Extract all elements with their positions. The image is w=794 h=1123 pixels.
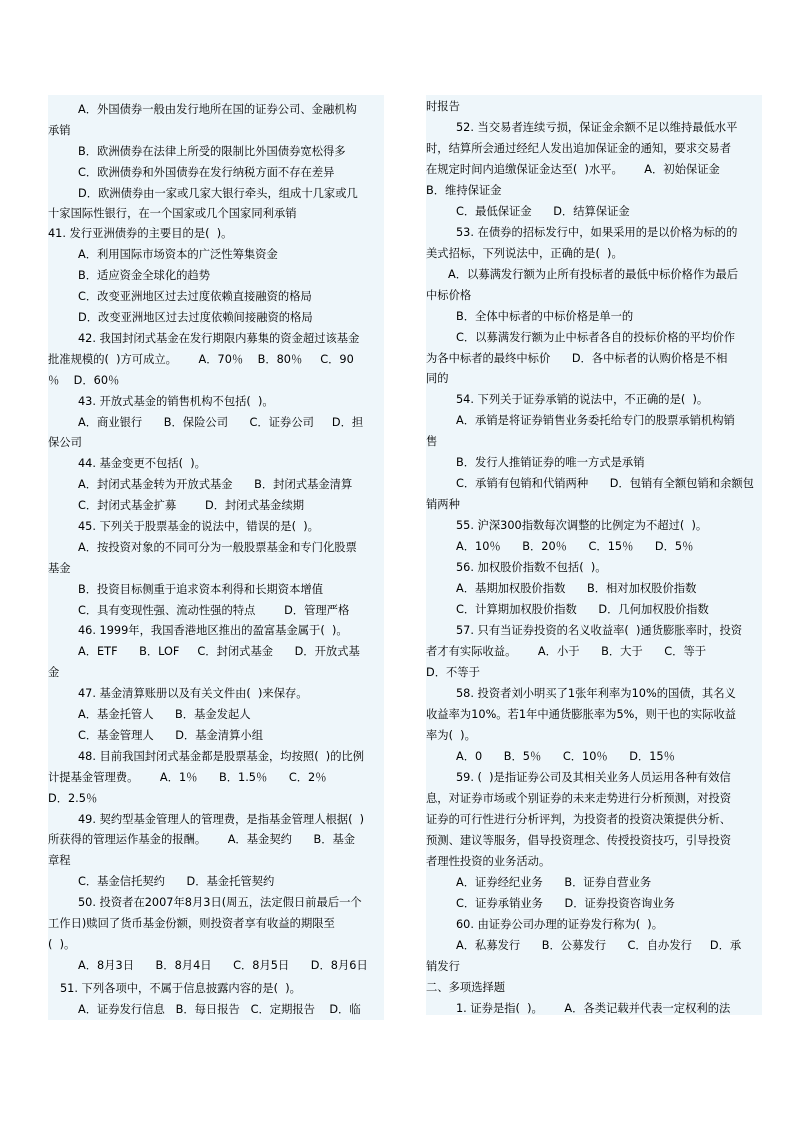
text-line: 55. 沪深300指数每次调整的比例定为不超过( )。 bbox=[456, 519, 708, 532]
text-line: 在规定时间内追缴保证金达至( )水平。 A．初始保证金 bbox=[426, 163, 720, 176]
text-line: 46. 1999年，我国香港地区推出的盈富基金属于( )。 bbox=[78, 624, 348, 637]
text-line: D．改变亚洲地区过去过度依赖间接融资的格局 bbox=[78, 311, 313, 324]
text-line: A．基期加权股价指数 B．相对加权股价指数 bbox=[456, 582, 697, 595]
text-line: A．ETF B．LOF C．封闭式基金 D．开放式基 bbox=[78, 645, 360, 658]
text-line: 时，结算所会通过经纪人发出追加保证金的通知，要求交易者 bbox=[426, 142, 732, 155]
text-line: 美式招标，下列说法中，正确的是( )。 bbox=[426, 247, 623, 260]
text-line: 58. 投资者刘小明买了1张年利率为10%的国债，其名义 bbox=[456, 687, 736, 700]
text-line: 45. 下列关于股票基金的说法中，错误的是( )。 bbox=[78, 520, 319, 533]
text-line: 率为( )。 bbox=[426, 729, 476, 742]
text-line: C．具有变现性强、流动性强的特点 D．管理严格 bbox=[78, 604, 350, 617]
text-line: C．计算期加权股价指数 D．几何加权股价指数 bbox=[456, 603, 709, 616]
text-line: A．按投资对象的不同可分为一般股票基金和专门化股票 bbox=[78, 541, 357, 554]
text-line: C．欧洲债券和外国债券在发行纳税方面不存在差异 bbox=[78, 166, 335, 179]
text-line: D．2.5％ bbox=[48, 792, 98, 805]
text-line: 47. 基金清算账册以及有关文件由( )来保存。 bbox=[78, 687, 308, 700]
text-line: 所获得的管理运作基金的报酬。 A．基金契约 B．基金 bbox=[48, 833, 356, 846]
text-line: 销两种 bbox=[426, 498, 460, 511]
text-line: A．封闭式基金转为开放式基金 B．封闭式基金清算 bbox=[78, 478, 353, 491]
text-line: A．商业银行 B．保险公司 C．证券公司 D．担 bbox=[78, 416, 364, 429]
text-line: A．外国债券一般由发行地所在国的证券公司、金融机构 bbox=[78, 103, 357, 116]
text-line: 53. 在债券的招标发行中，如果采用的是以价格为标的的 bbox=[456, 226, 738, 239]
text-line: ( )。 bbox=[48, 938, 76, 951]
right-text-column bbox=[426, 95, 762, 1015]
text-line: 50. 投资者在2007年8月3日(周五，法定假日前最后一个 bbox=[78, 896, 362, 909]
text-line: C．最低保证金 D．结算保证金 bbox=[456, 205, 630, 218]
text-line: 中标价格 bbox=[426, 289, 472, 302]
left-text-column bbox=[48, 95, 384, 1020]
text-line: 41. 发行亚洲债券的主要目的是( )。 bbox=[48, 227, 233, 240]
text-line: 60. 由证券公司办理的证券发行称为( )。 bbox=[456, 918, 664, 931]
text-line: 同的 bbox=[426, 372, 449, 385]
text-line: A．10％ B．20％ C．15％ D．5％ bbox=[456, 540, 694, 553]
text-line: B．全体中标者的中标价格是单一的 bbox=[456, 310, 634, 323]
text-line: ％ D．60％ bbox=[48, 374, 120, 387]
text-line: C．基金管理人 D．基金清算小组 bbox=[78, 729, 263, 742]
text-line: C．基金信托契约 D．基金托管契约 bbox=[78, 875, 275, 888]
text-line: A．证券经纪业务 B．证券自营业务 bbox=[456, 876, 652, 889]
text-line: 章程 bbox=[48, 854, 71, 867]
text-line: A．证券发行信息 B．每日报告 C．定期报告 D．临 bbox=[78, 1003, 361, 1016]
text-line: 证券的可行性进行分析评判，为投资者的投资决策提供分析、 bbox=[426, 813, 732, 826]
text-line: C．承销有包销和代销两种 D．包销有全额包销和余额包 bbox=[456, 477, 754, 490]
text-line: 者理性投资的业务活动。 bbox=[426, 855, 551, 868]
text-line: 批准规模的( )方可成立。 A．70％ B．80％ C．90 bbox=[48, 353, 354, 366]
text-line: B．维持保证金 bbox=[426, 184, 502, 197]
text-line: 工作日)赎回了货币基金份额，则投资者享有收益的期限至 bbox=[48, 917, 335, 930]
text-line: 1. 证券是指( )。 A．各类记载并代表一定权利的法 bbox=[456, 1002, 731, 1015]
text-line: 43. 开放式基金的销售机构不包括( )。 bbox=[78, 395, 274, 408]
text-line: D．不等于 bbox=[426, 666, 480, 679]
text-line: C．改变亚洲地区过去过度依赖直接融资的格局 bbox=[78, 290, 312, 303]
text-line: A．利用国际市场资本的广泛性筹集资金 bbox=[78, 248, 278, 261]
text-line: 销发行 bbox=[426, 960, 460, 973]
text-line: 承销 bbox=[48, 124, 71, 137]
text-line: 59. ( )是指证券公司及其相关业务人员运用各种有效信 bbox=[456, 771, 731, 784]
text-line: C．封闭式基金扩募 D．封闭式基金续期 bbox=[78, 499, 305, 512]
text-line: 52. 当交易者连续亏损，保证金余额不足以维持最低水平 bbox=[456, 121, 738, 134]
text-line: B．投资目标侧重于追求资本利得和长期资本增值 bbox=[78, 583, 323, 596]
text-line: 48. 目前我国封闭式基金都是股票基金，均按照( )的比例 bbox=[78, 750, 365, 763]
text-line: B．发行人推销证券的唯一方式是承销 bbox=[456, 456, 645, 469]
text-line: A．8月3日 B．8月4日 C．8月5日 D．8月6日 bbox=[78, 959, 368, 972]
text-line: B．欧洲债券在法律上所受的限制比外国债券宽松得多 bbox=[78, 145, 346, 158]
text-line: 保公司 bbox=[48, 436, 82, 449]
text-line: 十家国际性银行，在一个国家或几个国家同利承销 bbox=[48, 207, 297, 220]
text-line: 为各中标者的最终中标价 D．各中标者的认购价格是不相 bbox=[426, 352, 728, 365]
text-line: 57. 只有当证券投资的名义收益率( )通货膨胀率时，投资 bbox=[456, 624, 743, 637]
text-line: A．私募发行 B．公募发行 C．自办发行 D．承 bbox=[456, 939, 742, 952]
text-line: 42. 我国封闭式基金在发行期限内募集的资金超过该基金 bbox=[78, 332, 360, 345]
text-line: 者才有实际收益。 A．小于 B．大于 C．等于 bbox=[426, 645, 707, 658]
text-line: 计提基金管理费。 A．1％ B．1.5％ C．2％ bbox=[48, 771, 327, 784]
text-line: C．证券承销业务 D．证券投资咨询业务 bbox=[456, 897, 675, 910]
text-line: 金 bbox=[48, 666, 60, 679]
text-line: 44. 基金变更不包括( )。 bbox=[78, 457, 206, 470]
text-line: 56. 加权股价指数不包括( )。 bbox=[456, 561, 607, 574]
text-line: 51. 下列各项中，不属于信息披露内容的是( )。 bbox=[60, 982, 301, 995]
text-line: A．基金托管人 B．基金发起人 bbox=[78, 708, 251, 721]
text-line: 时报告 bbox=[426, 100, 460, 113]
text-line: 预测、建议等服务，倡导投资理念、传授投资技巧，引导投资 bbox=[426, 834, 732, 847]
text-line: 售 bbox=[426, 435, 438, 448]
text-line: A．承销是将证券销售业务委托给专门的股票承销机构销 bbox=[456, 414, 735, 427]
text-line: 54. 下列关于证券承销的说法中，不正确的是( )。 bbox=[456, 393, 709, 406]
text-line: D．欧洲债券由一家或几家大银行牵头，组成十几家或几 bbox=[78, 187, 358, 200]
text-line: C．以募满发行额为止中标者各自的投标价格的平均价作 bbox=[456, 331, 736, 344]
text-line: A．0 B．5％ C．10％ D．15％ bbox=[456, 750, 675, 763]
text-line: A．以募满发行额为止所有投标者的最低中标价格作为最后 bbox=[448, 268, 739, 281]
text-line: 49. 契约型基金管理人的管理费，是指基金管理人根据( ) bbox=[78, 813, 365, 826]
text-line: B．适应资金全球化的趋势 bbox=[78, 269, 211, 282]
text-line: 收益率为10%。若1年中通货膨胀率为5%，则干也的实际收益 bbox=[426, 708, 737, 721]
text-line: 二、多项选择题 bbox=[426, 981, 506, 994]
text-line: 基金 bbox=[48, 562, 71, 575]
text-line: 息，对证券市场或个别证券的未来走势进行分析预测，对投资 bbox=[426, 792, 732, 805]
